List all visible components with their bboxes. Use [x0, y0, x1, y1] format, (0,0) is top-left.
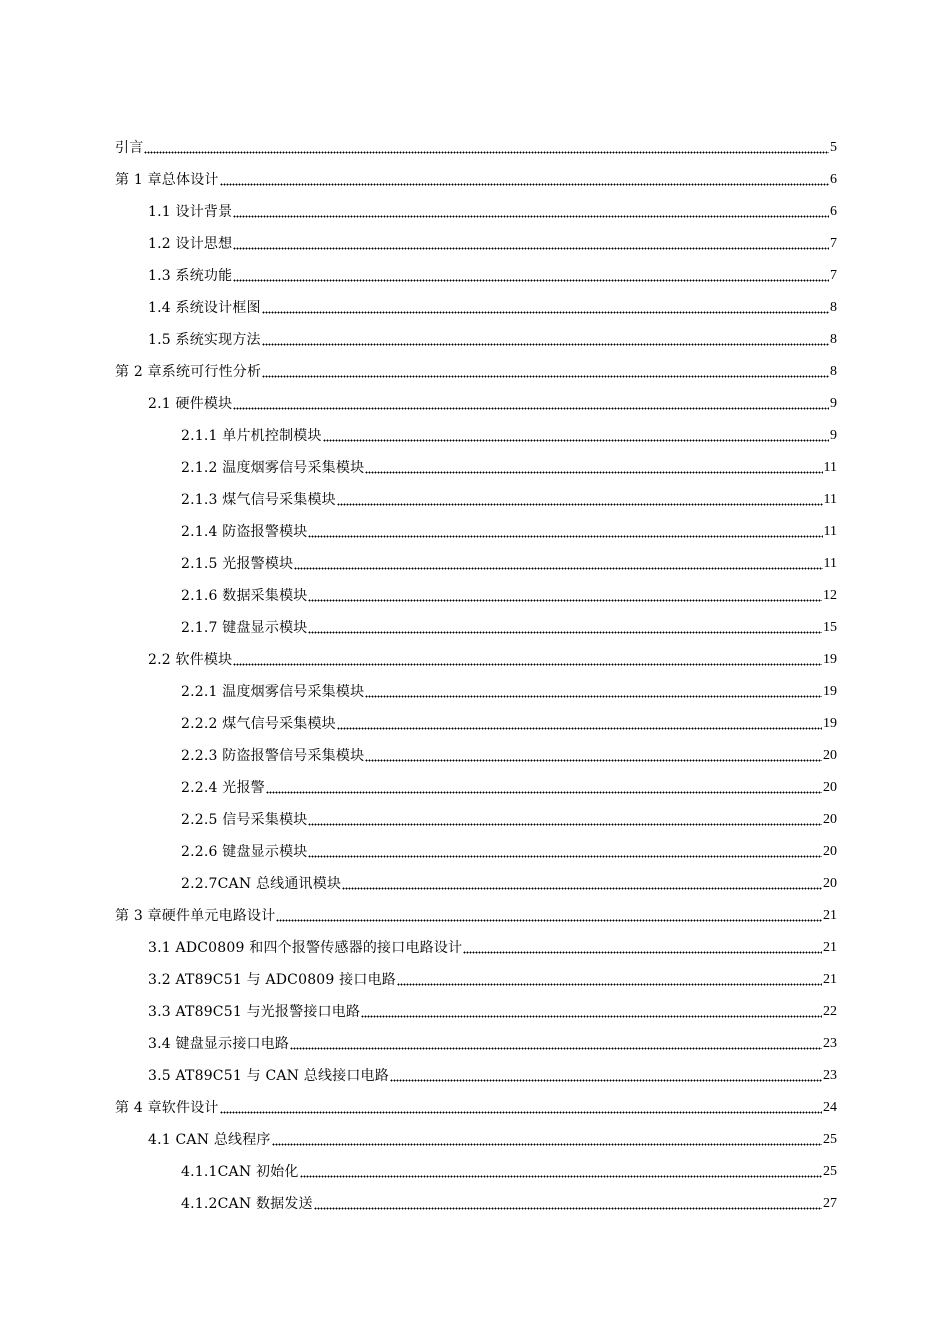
- toc-entry-page-number: 24: [823, 1100, 837, 1115]
- toc-entry-page-number: 8: [830, 364, 837, 379]
- dot-leader: [361, 1006, 822, 1018]
- toc-entry[interactable]: [0, 772, 950, 804]
- toc-entry[interactable]: [0, 164, 950, 196]
- toc-entry-title: 第 2 章系统可行性分析: [115, 364, 262, 380]
- toc-entry[interactable]: [0, 612, 950, 644]
- dot-leader: [323, 430, 829, 442]
- dot-leader: [308, 526, 822, 538]
- toc-entry-page-number: 11: [823, 524, 837, 539]
- toc-entry-page-number: 20: [823, 876, 837, 891]
- dot-leader: [144, 142, 829, 154]
- toc-entry[interactable]: [0, 548, 950, 580]
- toc-entry-title: 2.1.7 键盘显示模块: [181, 620, 308, 636]
- toc-entry-page-number: 25: [823, 1132, 837, 1147]
- toc-entry-page-number: 19: [823, 684, 837, 699]
- toc-entry[interactable]: [0, 580, 950, 612]
- dot-leader: [300, 1166, 822, 1178]
- toc-entry-page-number: 21: [823, 908, 837, 923]
- toc-entry-title: 2.2.5 信号采集模块: [181, 812, 308, 828]
- toc-entry-page-number: 19: [823, 716, 837, 731]
- toc-entry-page-number: 6: [830, 172, 837, 187]
- dot-leader: [233, 238, 829, 250]
- dot-leader: [233, 654, 822, 666]
- toc-entry-title: 3.4 键盘显示接口电路: [148, 1036, 290, 1052]
- toc-entry[interactable]: [0, 1028, 950, 1060]
- toc-entry-title: 2.2.6 键盘显示模块: [181, 844, 308, 860]
- toc-entry[interactable]: [0, 196, 950, 228]
- toc-entry[interactable]: [0, 420, 950, 452]
- toc-entry-title: 2.1.5 光报警模块: [181, 556, 294, 572]
- toc-entry-page-number: 6: [830, 204, 837, 219]
- toc-entry-title: 1.5 系统实现方法: [148, 332, 261, 348]
- toc-entry[interactable]: [0, 1060, 950, 1092]
- toc-entry[interactable]: [0, 484, 950, 516]
- toc-entry-title: 4.1.1CAN 初始化: [181, 1164, 299, 1180]
- toc-entry[interactable]: [0, 260, 950, 292]
- toc-entry[interactable]: [0, 228, 950, 260]
- toc-entry-page-number: 9: [830, 428, 837, 443]
- toc-entry-page-number: 20: [823, 748, 837, 763]
- toc-entry[interactable]: [0, 1124, 950, 1156]
- dot-leader: [272, 1134, 822, 1146]
- toc-entry-title: 1.3 系统功能: [148, 268, 233, 284]
- toc-entry-page-number: 19: [823, 652, 837, 667]
- toc-entry[interactable]: [0, 452, 950, 484]
- toc-entry-page-number: 11: [823, 460, 837, 475]
- toc-entry-page-number: 23: [823, 1036, 837, 1051]
- toc-entry[interactable]: [0, 292, 950, 324]
- toc-entry-title: 1.4 系统设计框图: [148, 300, 261, 316]
- dot-leader: [233, 206, 829, 218]
- dot-leader: [220, 1102, 822, 1114]
- toc-entry-page-number: 23: [823, 1068, 837, 1083]
- toc-entry-title: 引言: [115, 140, 144, 156]
- toc-entry[interactable]: [0, 708, 950, 740]
- toc-entry-page-number: 8: [830, 300, 837, 315]
- toc-entry[interactable]: [0, 388, 950, 420]
- toc-entry[interactable]: [0, 996, 950, 1028]
- dot-leader: [233, 270, 829, 282]
- dot-leader: [390, 1070, 822, 1082]
- toc-entry-title: 2.1.6 数据采集模块: [181, 588, 308, 604]
- toc-entry-title: 2.2.3 防盗报警信号采集模块: [181, 748, 365, 764]
- toc-entry-page-number: 7: [830, 268, 837, 283]
- dot-leader: [266, 782, 822, 794]
- dot-leader: [262, 366, 829, 378]
- dot-leader: [337, 494, 823, 506]
- toc-entry-page-number: 5: [830, 140, 837, 155]
- toc-entry-title: 3.2 AT89C51 与 ADC0809 接口电路: [148, 972, 396, 988]
- toc-entry-page-number: 11: [823, 556, 837, 571]
- toc-entry[interactable]: [0, 516, 950, 548]
- toc-entry-page-number: 12: [823, 588, 837, 603]
- toc-entry[interactable]: [0, 964, 950, 996]
- toc-entry-title: 2.2.2 煤气信号采集模块: [181, 716, 336, 732]
- toc-entry-title: 3.3 AT89C51 与光报警接口电路: [148, 1004, 361, 1020]
- toc-entry-title: 2.2.7CAN 总线通讯模块: [181, 876, 342, 892]
- toc-entry[interactable]: [0, 324, 950, 356]
- toc-entry-page-number: 20: [823, 812, 837, 827]
- table-of-contents: [0, 132, 950, 1220]
- toc-entry-title: 2.2.1 温度烟雾信号采集模块: [181, 684, 365, 700]
- toc-entry-title: 1.2 设计思想: [148, 236, 233, 252]
- toc-entry-page-number: 27: [823, 1196, 837, 1211]
- toc-entry-title: 2.1 硬件模块: [148, 396, 233, 412]
- dot-leader: [397, 974, 822, 986]
- dot-leader: [276, 910, 822, 922]
- dot-leader: [294, 558, 822, 570]
- toc-entry[interactable]: [0, 356, 950, 388]
- toc-entry[interactable]: [0, 932, 950, 964]
- toc-entry[interactable]: [0, 644, 950, 676]
- toc-entry-page-number: 21: [823, 972, 837, 987]
- toc-entry[interactable]: [0, 1188, 950, 1220]
- dot-leader: [290, 1038, 822, 1050]
- toc-entry-title: 2.1.2 温度烟雾信号采集模块: [181, 460, 365, 476]
- toc-entry-title: 3.1 ADC0809 和四个报警传感器的接口电路设计: [148, 940, 463, 956]
- dot-leader: [463, 942, 822, 954]
- dot-leader: [308, 622, 822, 634]
- toc-entry-page-number: 25: [823, 1164, 837, 1179]
- dot-leader: [308, 814, 822, 826]
- toc-entry-title: 2.2.4 光报警: [181, 780, 265, 796]
- dot-leader: [314, 1198, 822, 1210]
- toc-entry-title: 2.2 软件模块: [148, 652, 233, 668]
- toc-entry-title: 4.1.2CAN 数据发送: [181, 1196, 313, 1212]
- toc-entry-title: 3.5 AT89C51 与 CAN 总线接口电路: [148, 1068, 389, 1084]
- dot-leader: [342, 878, 822, 890]
- toc-entry-page-number: 20: [823, 844, 837, 859]
- dot-leader: [365, 462, 822, 474]
- toc-entry-title: 2.1.3 煤气信号采集模块: [181, 492, 336, 508]
- dot-leader: [262, 302, 829, 314]
- toc-entry-page-number: 11: [823, 492, 837, 507]
- dot-leader: [365, 686, 822, 698]
- toc-entry-page-number: 9: [830, 396, 837, 411]
- toc-entry[interactable]: [0, 1156, 950, 1188]
- toc-entry-title: 2.1.1 单片机控制模块: [181, 428, 322, 444]
- toc-entry-title: 第 4 章软件设计: [115, 1100, 219, 1116]
- toc-entry[interactable]: [0, 868, 950, 900]
- toc-entry-page-number: 21: [823, 940, 837, 955]
- toc-entry-page-number: 8: [830, 332, 837, 347]
- toc-entry-title: 4.1 CAN 总线程序: [148, 1132, 271, 1148]
- dot-leader: [308, 590, 822, 602]
- toc-entry[interactable]: [0, 1092, 950, 1124]
- dot-leader: [308, 846, 822, 858]
- toc-entry-title: 第 3 章硬件单元电路设计: [115, 908, 276, 924]
- toc-entry-title: 2.1.4 防盗报警模块: [181, 524, 308, 540]
- toc-entry-page-number: 15: [823, 620, 837, 635]
- dot-leader: [262, 334, 829, 346]
- toc-entry[interactable]: [0, 132, 950, 164]
- toc-entry-page-number: 22: [823, 1004, 837, 1019]
- toc-entry-page-number: 7: [830, 236, 837, 251]
- toc-entry[interactable]: [0, 676, 950, 708]
- toc-entry-page-number: 20: [823, 780, 837, 795]
- dot-leader: [220, 174, 829, 186]
- toc-entry-title: 1.1 设计背景: [148, 204, 233, 220]
- toc-entry[interactable]: [0, 740, 950, 772]
- toc-entry[interactable]: [0, 804, 950, 836]
- toc-entry-title: 第 1 章总体设计: [115, 172, 219, 188]
- toc-entry[interactable]: [0, 836, 950, 868]
- dot-leader: [233, 398, 829, 410]
- dot-leader: [365, 750, 822, 762]
- dot-leader: [337, 718, 822, 730]
- toc-entry[interactable]: [0, 900, 950, 932]
